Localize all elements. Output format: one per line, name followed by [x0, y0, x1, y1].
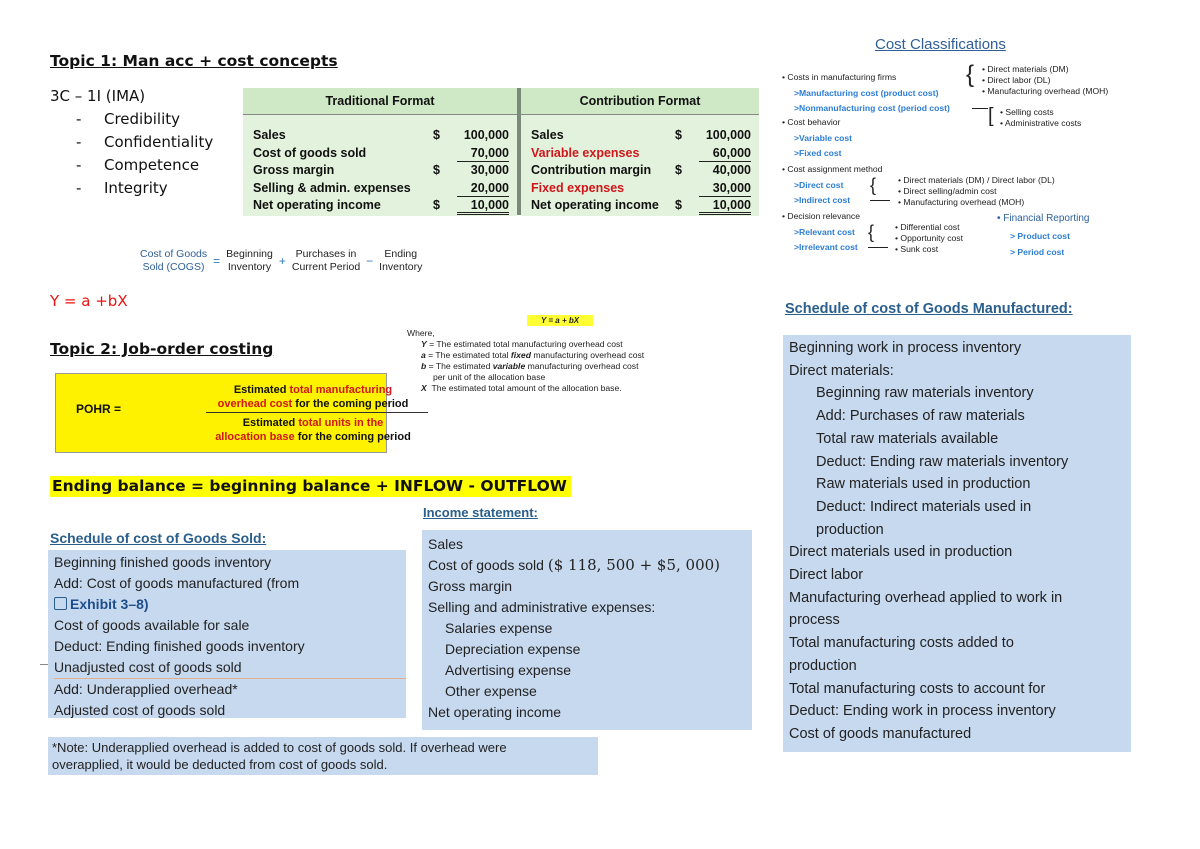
- cc-dm: • Direct materials (DM): [982, 64, 1069, 74]
- cogm-schedule-title: Schedule of cost of Goods Manufactured:: [785, 301, 1073, 317]
- cc-dl: • Direct labor (DL): [982, 75, 1051, 85]
- traditional-format: [243, 88, 517, 215]
- row-value: 30,000: [470, 163, 509, 178]
- cogm-line: process: [789, 612, 840, 629]
- cc-direct: >Direct cost: [794, 180, 844, 190]
- is-line: Advertising expense: [445, 662, 572, 678]
- table-row: [521, 197, 759, 215]
- row-value: 70,000: [457, 145, 509, 163]
- connector-line: [870, 200, 890, 201]
- row-currency: [433, 180, 457, 198]
- cc-product-cost: >Manufacturing cost (product cost): [794, 88, 939, 98]
- row-label: Net operating income: [531, 198, 659, 213]
- cogm-line: Deduct: Ending raw materials inventory: [816, 453, 1069, 470]
- cc-moh: • Manufacturing overhead (MOH): [982, 86, 1109, 96]
- cogm-line: Beginning raw materials inventory: [816, 385, 1034, 402]
- row-value: 20,000: [457, 180, 509, 198]
- where-label: Where,: [407, 328, 435, 338]
- pohr-label: POHR =: [76, 402, 122, 416]
- is-line: Sales: [428, 536, 464, 552]
- cc-selling: • Selling costs: [1000, 107, 1054, 117]
- is-line: Gross margin: [428, 578, 513, 594]
- cc-opportunity: • Opportunity cost: [895, 233, 963, 243]
- is-line: Net operating income: [428, 704, 562, 720]
- table-row: [521, 145, 759, 163]
- row-currency: [675, 145, 699, 163]
- cogs-line: Add: Cost of goods manufactured (from: [54, 575, 300, 591]
- cc-assign-moh: • Manufacturing overhead (MOH): [898, 197, 1025, 207]
- row-label: Sales: [531, 128, 564, 142]
- row-label: Variable expenses: [531, 145, 640, 160]
- is-line: Selling and administrative expenses:: [428, 599, 656, 615]
- table-row: [243, 145, 517, 163]
- cogs-line: Add: Underapplied overhead*: [54, 678, 406, 700]
- where-b-line2: per unit of the allocation base: [433, 372, 546, 382]
- cogm-line: Direct materials:: [789, 362, 894, 379]
- row-label: Selling & admin. expenses: [253, 180, 411, 195]
- pohr-numerator: Estimated total manufacturing overhead cost for the coming period: [217, 384, 409, 410]
- income-formats-table: [243, 88, 759, 215]
- cost-classifications-title: Cost Classifications: [875, 36, 1006, 53]
- row-label: Net operating income: [253, 198, 381, 213]
- row-value: 10,000: [699, 197, 751, 215]
- cc-admin: • Administrative costs: [1000, 118, 1082, 128]
- cogs-formula: [140, 248, 422, 274]
- cc-decision: • Decision relevance: [782, 211, 861, 221]
- cogs-schedule-box: [48, 550, 406, 718]
- cogs-note: *Note: Underapplied overhead is added to cost of goods sold. If overhead were: [52, 740, 507, 755]
- ethics-list: [76, 108, 213, 200]
- is-line: Depreciation expense: [445, 641, 581, 657]
- brace-icon: {: [870, 175, 877, 195]
- topic2-title: Topic 2: Job-order costing: [50, 340, 274, 358]
- connector-line: [972, 108, 988, 109]
- row-value: 60,000: [699, 145, 751, 163]
- income-statement-title: Income statement:: [423, 505, 538, 520]
- formula-equals: =: [213, 254, 221, 268]
- row-value: 100,000: [705, 128, 751, 142]
- cc-mfg: • Costs in manufacturing firms: [782, 72, 897, 82]
- cogm-line: Direct materials used in production: [789, 544, 1013, 561]
- row-label: Fixed expenses: [531, 180, 625, 195]
- cogm-line: Add: Purchases of raw materials: [816, 408, 1025, 425]
- row-label: Sales: [253, 128, 286, 142]
- pohr-formula-box: [55, 373, 411, 453]
- divider: [40, 664, 48, 665]
- where-b: b = The estimated variable manufacturing overhead cost: [421, 361, 639, 371]
- cc-fin-period: > Period cost: [1010, 247, 1065, 257]
- topic1-subtitle: 3C – 1I (IMA): [50, 87, 146, 105]
- cogm-schedule-box: [783, 335, 1131, 752]
- is-line: Cost of goods sold ($ 118, 500 + $5, 000): [428, 556, 721, 574]
- is-line: Other expense: [445, 683, 537, 699]
- table-row: [521, 180, 759, 198]
- table-row: [243, 162, 517, 180]
- brace-icon: {: [966, 61, 975, 88]
- cogs-note-box: [48, 737, 598, 775]
- formula-plus: +: [278, 254, 286, 268]
- cc-fixed: >Fixed cost: [794, 148, 842, 158]
- cc-fin-product: > Product cost: [1010, 231, 1070, 241]
- cc-period-cost: >Nonmanufacturing cost (period cost): [794, 103, 950, 113]
- cogs-line: Unadjusted cost of goods sold: [54, 659, 242, 675]
- cogs-line: Adjusted cost of goods sold: [54, 702, 226, 718]
- row-currency: [675, 180, 699, 198]
- row-currency: $: [433, 128, 440, 142]
- topic1-title: Topic 1: Man acc + cost concepts: [50, 52, 338, 70]
- row-value: 30,000: [699, 180, 751, 198]
- row-currency: $: [675, 198, 682, 213]
- cc-behavior: • Cost behavior: [782, 117, 841, 127]
- cc-relevant: >Relevant cost: [794, 227, 855, 237]
- cc-indirect: >Indirect cost: [794, 195, 851, 205]
- cogs-note: overapplied, it would be deducted from cost of goods sold.: [52, 757, 388, 772]
- cogm-line: Deduct: Ending work in process inventory: [789, 703, 1056, 720]
- row-currency: $: [433, 163, 440, 178]
- where-equation: Y = a + bX: [527, 315, 593, 326]
- handwritten-cogs: ($ 118, 500 + $5, 000): [547, 556, 721, 574]
- row-currency: $: [675, 128, 682, 142]
- table-row: [243, 197, 517, 215]
- cogm-line: Manufacturing overhead applied to work in: [789, 589, 1063, 606]
- table-row: [521, 162, 759, 180]
- connector-line: [868, 247, 888, 248]
- cc-assign-selling: • Direct selling/admin cost: [898, 186, 997, 196]
- formula-minus: −: [366, 254, 374, 268]
- cogs-line: [54, 594, 406, 615]
- contribution-format: [521, 88, 759, 215]
- cc-assign: • Cost assignment method: [782, 164, 883, 174]
- traditional-format-rows: [243, 115, 517, 216]
- table-row: [243, 127, 517, 145]
- table-row: [521, 127, 759, 145]
- list-item: - Integrity: [76, 177, 213, 200]
- contribution-format-rows: [521, 115, 759, 216]
- income-statement-box: [422, 530, 752, 730]
- formula-term-cogs: Cost of Goods Sold (COGS): [140, 248, 208, 273]
- where-a: a = The estimated total fixed manufacturing overhead cost: [421, 350, 645, 360]
- row-label: Cost of goods sold: [253, 145, 367, 160]
- cogs-line: Cost of goods available for sale: [54, 617, 250, 633]
- cogs-line: Beginning finished goods inventory: [54, 554, 272, 570]
- where-y: Y = The estimated total manufacturing overhead cost: [421, 339, 623, 349]
- brace-icon: [: [988, 105, 994, 127]
- row-label: Contribution margin: [531, 163, 652, 178]
- formula-term-ending: Ending Inventory: [379, 248, 423, 273]
- list-item: - Credibility: [76, 108, 213, 131]
- row-currency: [433, 145, 457, 163]
- cogm-line: Total manufacturing costs to account for: [789, 680, 1046, 697]
- cogm-line: production: [789, 657, 857, 674]
- row-value: 40,000: [712, 163, 751, 178]
- is-line: Salaries expense: [445, 620, 553, 636]
- cogs-schedule-title: Schedule of cost of Goods Sold:: [50, 530, 267, 546]
- cogm-line: Deduct: Indirect materials used in: [816, 498, 1032, 515]
- cc-irrelevant: >Irrelevant cost: [794, 242, 858, 252]
- pohr-denominator: Estimated total units in the allocation base for the coming period: [215, 417, 411, 443]
- cogs-line: Deduct: Ending finished goods inventory: [54, 638, 305, 654]
- row-label: Gross margin: [253, 163, 335, 178]
- cogm-line: Total manufacturing costs added to: [789, 635, 1014, 652]
- formula-term-beginning: Beginning Inventory: [226, 248, 273, 273]
- exhibit-link[interactable]: Exhibit 3–8): [70, 596, 149, 612]
- formula-term-purchases: Purchases in Current Period: [291, 248, 361, 273]
- traditional-format-header: Traditional Format: [243, 88, 517, 115]
- row-currency: $: [675, 163, 682, 178]
- where-block: [407, 315, 697, 394]
- cc-assign-dm: • Direct materials (DM) / Direct labor (DL): [898, 175, 1055, 185]
- fraction-bar: [206, 412, 428, 413]
- cogm-line: Total raw materials available: [816, 430, 999, 447]
- ending-balance-formula: Ending balance = beginning balance + INFLOW - OUTFLOW: [50, 476, 571, 497]
- row-value: 10,000: [457, 197, 509, 215]
- brace-icon: {: [868, 222, 875, 242]
- exhibit-link-icon[interactable]: [54, 597, 67, 610]
- cogm-line: production: [816, 521, 884, 538]
- cogm-line: Cost of goods manufactured: [789, 725, 972, 742]
- cc-variable: >Variable cost: [794, 133, 853, 143]
- where-x: X The estimated total amount of the allocation base.: [421, 383, 622, 393]
- list-item: - Confidentiality: [76, 131, 213, 154]
- row-value: 100,000: [463, 128, 509, 142]
- cogm-line: Raw materials used in production: [816, 476, 1031, 493]
- cc-financial-reporting: • Financial Reporting: [997, 213, 1090, 224]
- cogm-line: Direct labor: [789, 567, 864, 584]
- cc-sunk: • Sunk cost: [895, 244, 939, 254]
- cc-differential: • Differential cost: [895, 222, 960, 232]
- cogm-line: Beginning work in process inventory: [789, 340, 1022, 356]
- contribution-format-header: Contribution Format: [521, 88, 759, 115]
- table-row: [243, 180, 517, 198]
- row-currency: $: [433, 198, 440, 213]
- list-item: - Competence: [76, 154, 213, 177]
- cost-formula: Y = a +bX: [50, 292, 128, 310]
